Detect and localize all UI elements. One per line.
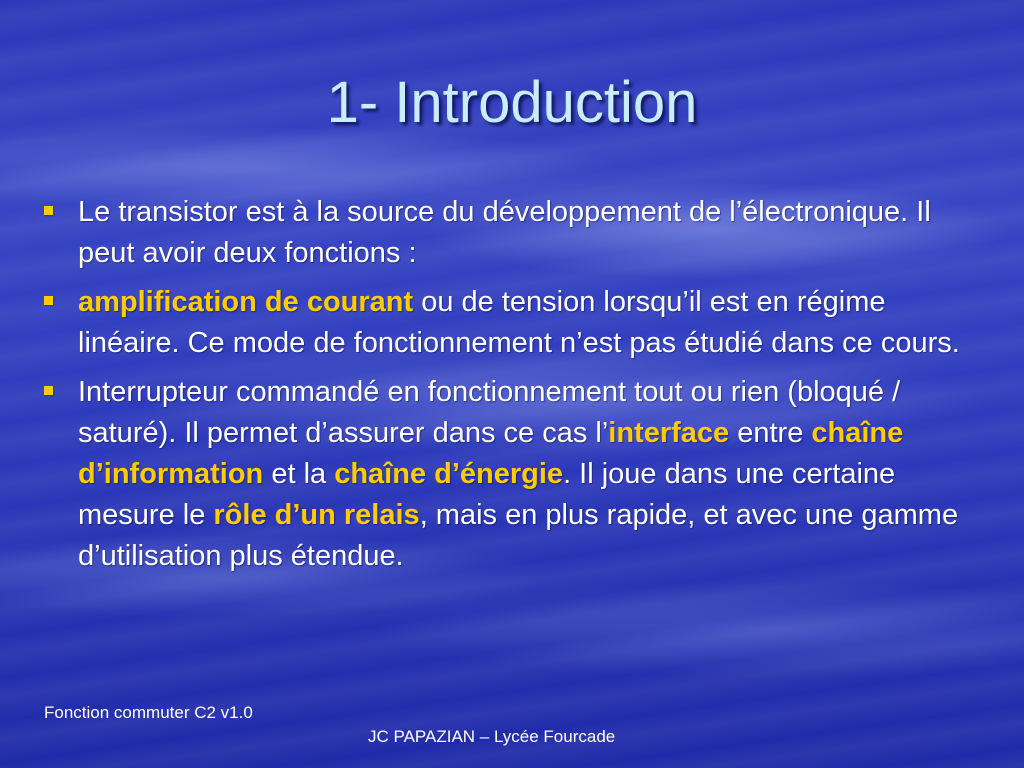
bullet-text-segment: entre [729, 417, 812, 449]
bullet-text-segment: Le transistor est à la source du développement de l’électronique. Il peut avoir deux fonctions : [78, 196, 931, 269]
bullet-text-segment: et la [263, 458, 335, 490]
square-bullet-icon [44, 386, 53, 395]
square-bullet-icon [44, 206, 53, 215]
highlighted-term: chaîne d’information [78, 417, 904, 490]
square-bullet-icon [44, 296, 53, 305]
highlighted-term: rôle d’un relais [213, 499, 420, 531]
slide-title: 1- Introduction [326, 70, 698, 135]
bullet-text-segment: , mais en plus rapide, et avec une gamme d’utilisation plus étendue. [78, 499, 959, 572]
bullet-item [40, 282, 960, 364]
bullet-item [40, 372, 960, 577]
bullet-text [78, 196, 931, 269]
bullet-text-segment: . Il joue dans une certaine mesure le [78, 458, 896, 531]
highlighted-term: amplification de courant [78, 286, 414, 318]
bullet-item [40, 192, 960, 274]
footer-author: JC PAPAZIAN – Lycée Fourcade [368, 727, 616, 746]
footer-course-label: Fonction commuter C2 v1.0 [44, 703, 253, 722]
highlighted-term: interface [608, 417, 730, 449]
bullet-list [40, 192, 960, 585]
bullet-text [78, 286, 960, 359]
bullet-text-segment: ou de tension lorsqu’il est en régime linéaire. Ce mode de fonctionnement n’est pas étudié dans ce cours. [78, 286, 960, 359]
bullet-text [78, 376, 958, 572]
highlighted-term: chaîne d’énergie [334, 458, 564, 490]
bullet-text-segment: Interrupteur commandé en fonctionnement tout ou rien (bloqué / saturé). Il permet d’assurer dans ce cas l’ [78, 376, 901, 449]
